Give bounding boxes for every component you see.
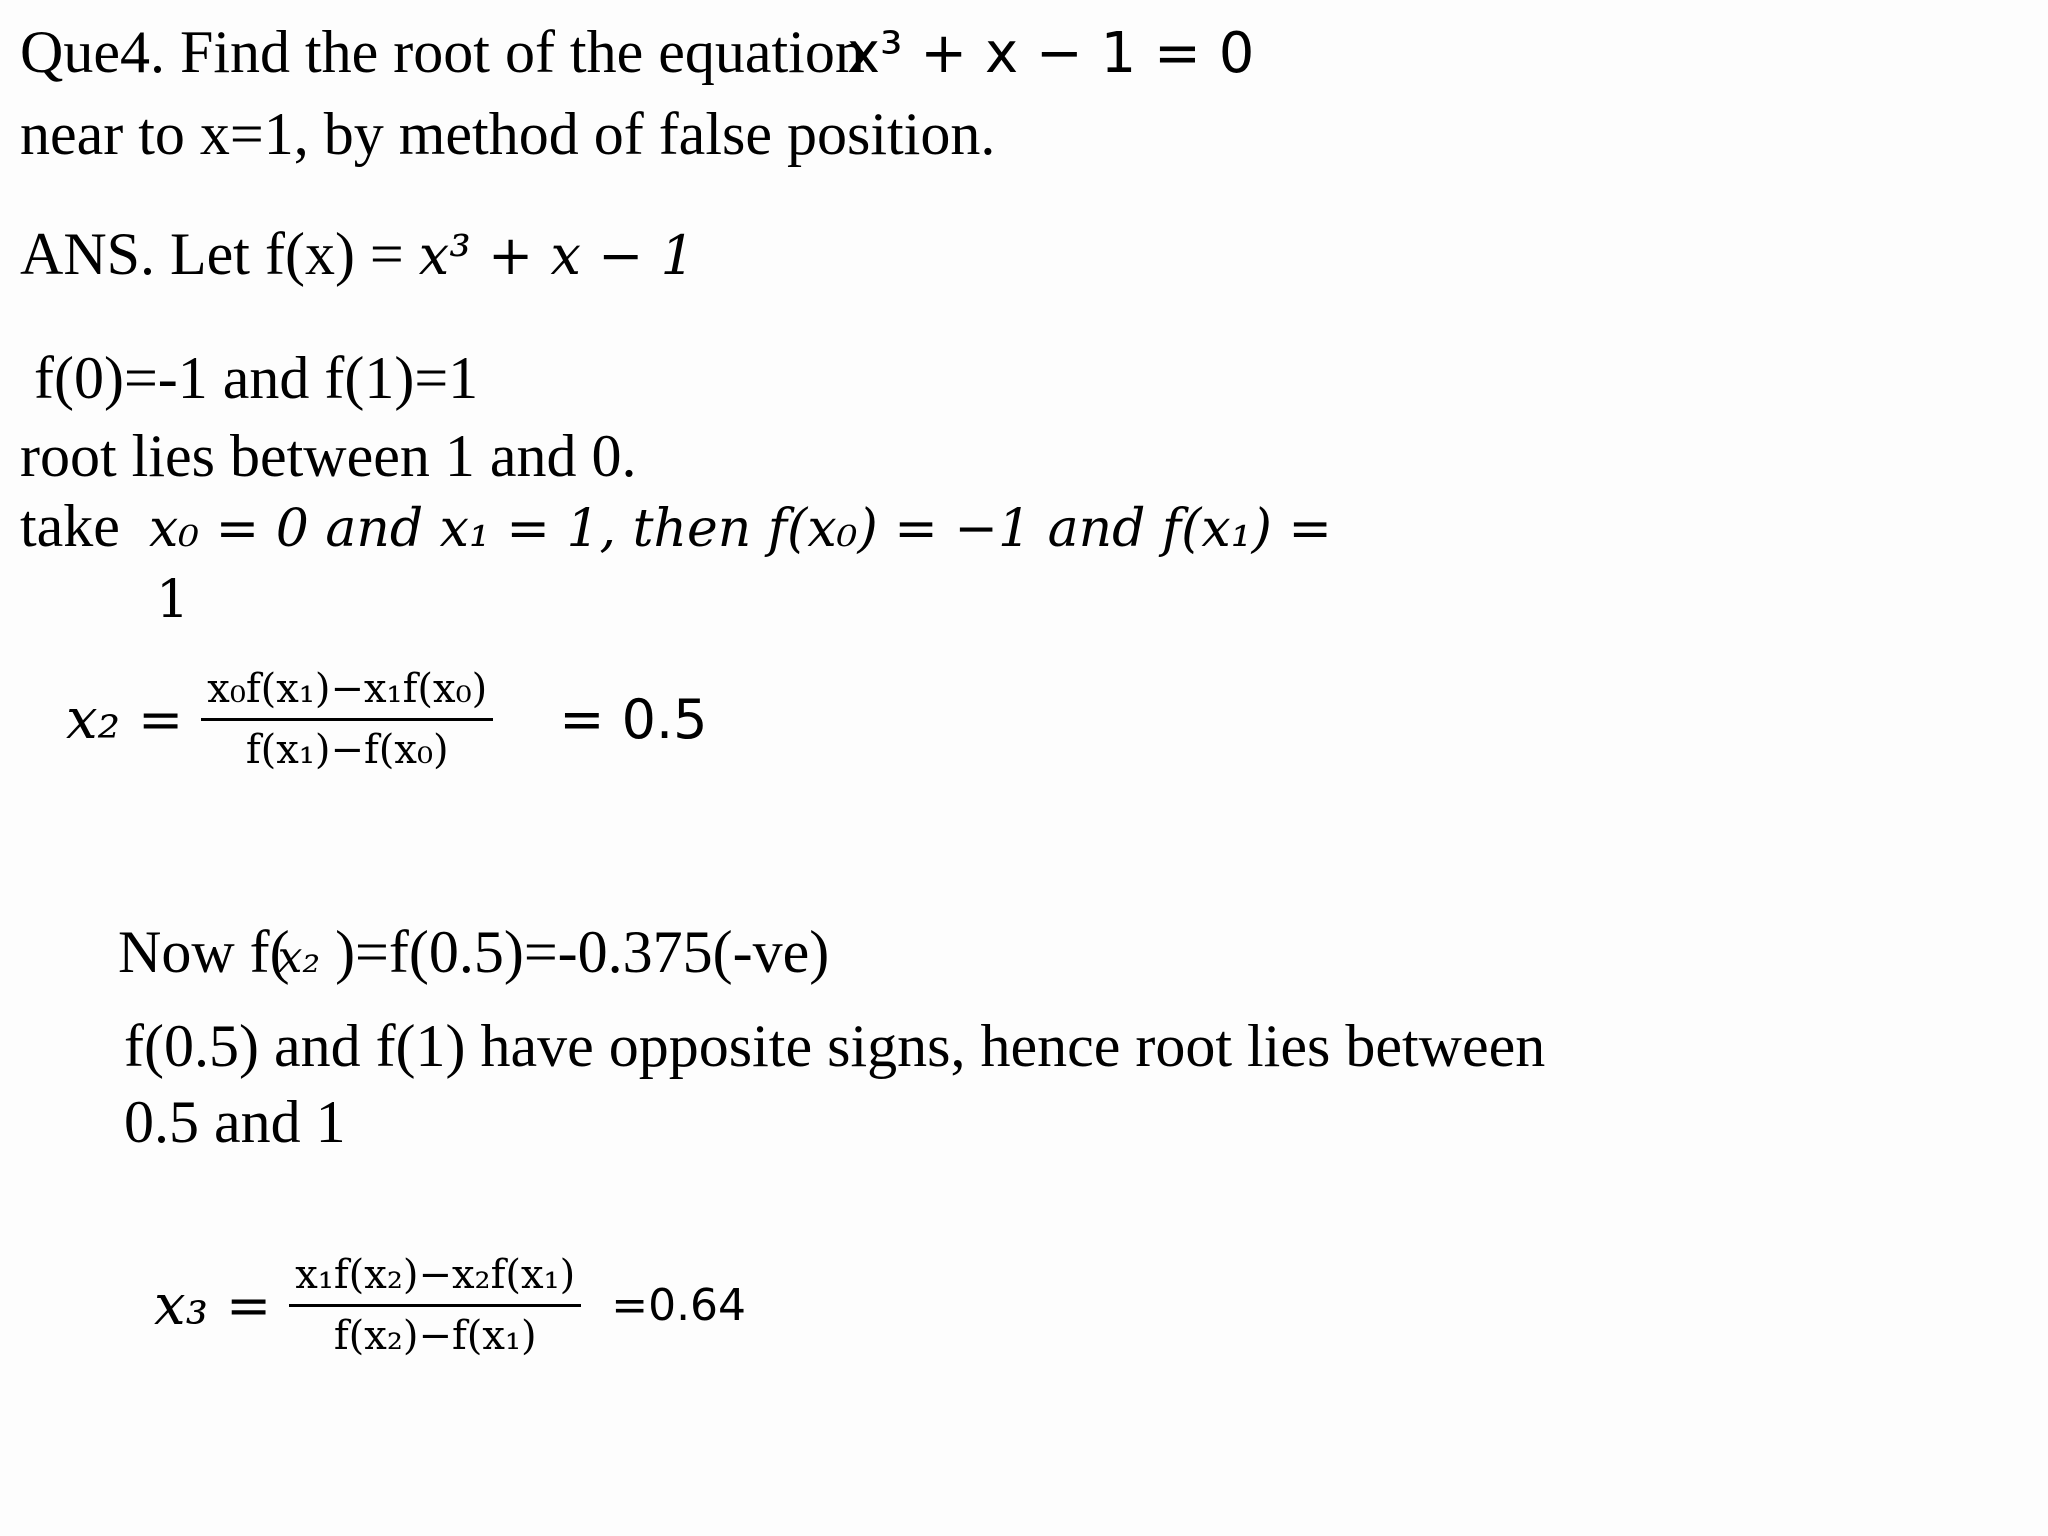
answer-intro xyxy=(20,220,695,289)
question-line-1 xyxy=(20,18,1254,87)
x3-numerator: x₁f(x₂)−x₂f(x₁) xyxy=(289,1252,581,1307)
take-math: x₀ = 0 and x₁ = 1, then f(x₀) = −1 and f(x₁) = xyxy=(148,499,1332,559)
take-prefix: take xyxy=(20,493,135,559)
x3-equals: = xyxy=(226,1274,272,1337)
opposite-signs-line-1: f(0.5) and f(1) have opposite signs, hence root lies between xyxy=(124,1013,1546,1079)
now-suffix: )=f(0.5)=-0.375(-ve) xyxy=(320,919,830,985)
x3-lhs: x₃ xyxy=(154,1273,209,1338)
now-var: x₂ xyxy=(277,932,321,983)
take-math-continued: 1 xyxy=(156,570,190,630)
now-prefix: Now f( xyxy=(118,919,290,985)
x2-equals: = xyxy=(138,688,184,751)
f-values-line: f(0)=-1 and f(1)=1 xyxy=(34,345,479,411)
root-between-line: root lies between 1 and 0. xyxy=(20,423,637,489)
now-line xyxy=(118,918,829,987)
x3-fraction xyxy=(289,1252,581,1359)
answer-prefix: ANS. Let f(x) = xyxy=(20,221,419,287)
question-prefix: Que4. Find the root of the equation xyxy=(20,19,865,85)
question-equation: x³ + x − 1 = 0 xyxy=(846,21,1255,86)
opposite-signs-line-2: 0.5 and 1 xyxy=(124,1089,346,1155)
x2-denominator: f(x₁)−f(x₀) xyxy=(245,727,449,773)
x2-lhs: x₂ xyxy=(66,687,121,752)
x2-fraction xyxy=(201,666,493,773)
question-line-2: near to x=1, by method of false position. xyxy=(20,101,996,167)
fx-expression: x³ + x − 1 xyxy=(418,224,695,287)
x2-result: = 0.5 xyxy=(559,688,708,751)
x2-formula xyxy=(66,666,708,773)
x3-denominator: f(x₂)−f(x₁) xyxy=(333,1313,537,1359)
take-line xyxy=(20,492,1332,561)
x2-numerator: x₀f(x₁)−x₁f(x₀) xyxy=(201,666,493,721)
x3-formula xyxy=(154,1252,746,1359)
x3-result: =0.64 xyxy=(611,1280,747,1331)
